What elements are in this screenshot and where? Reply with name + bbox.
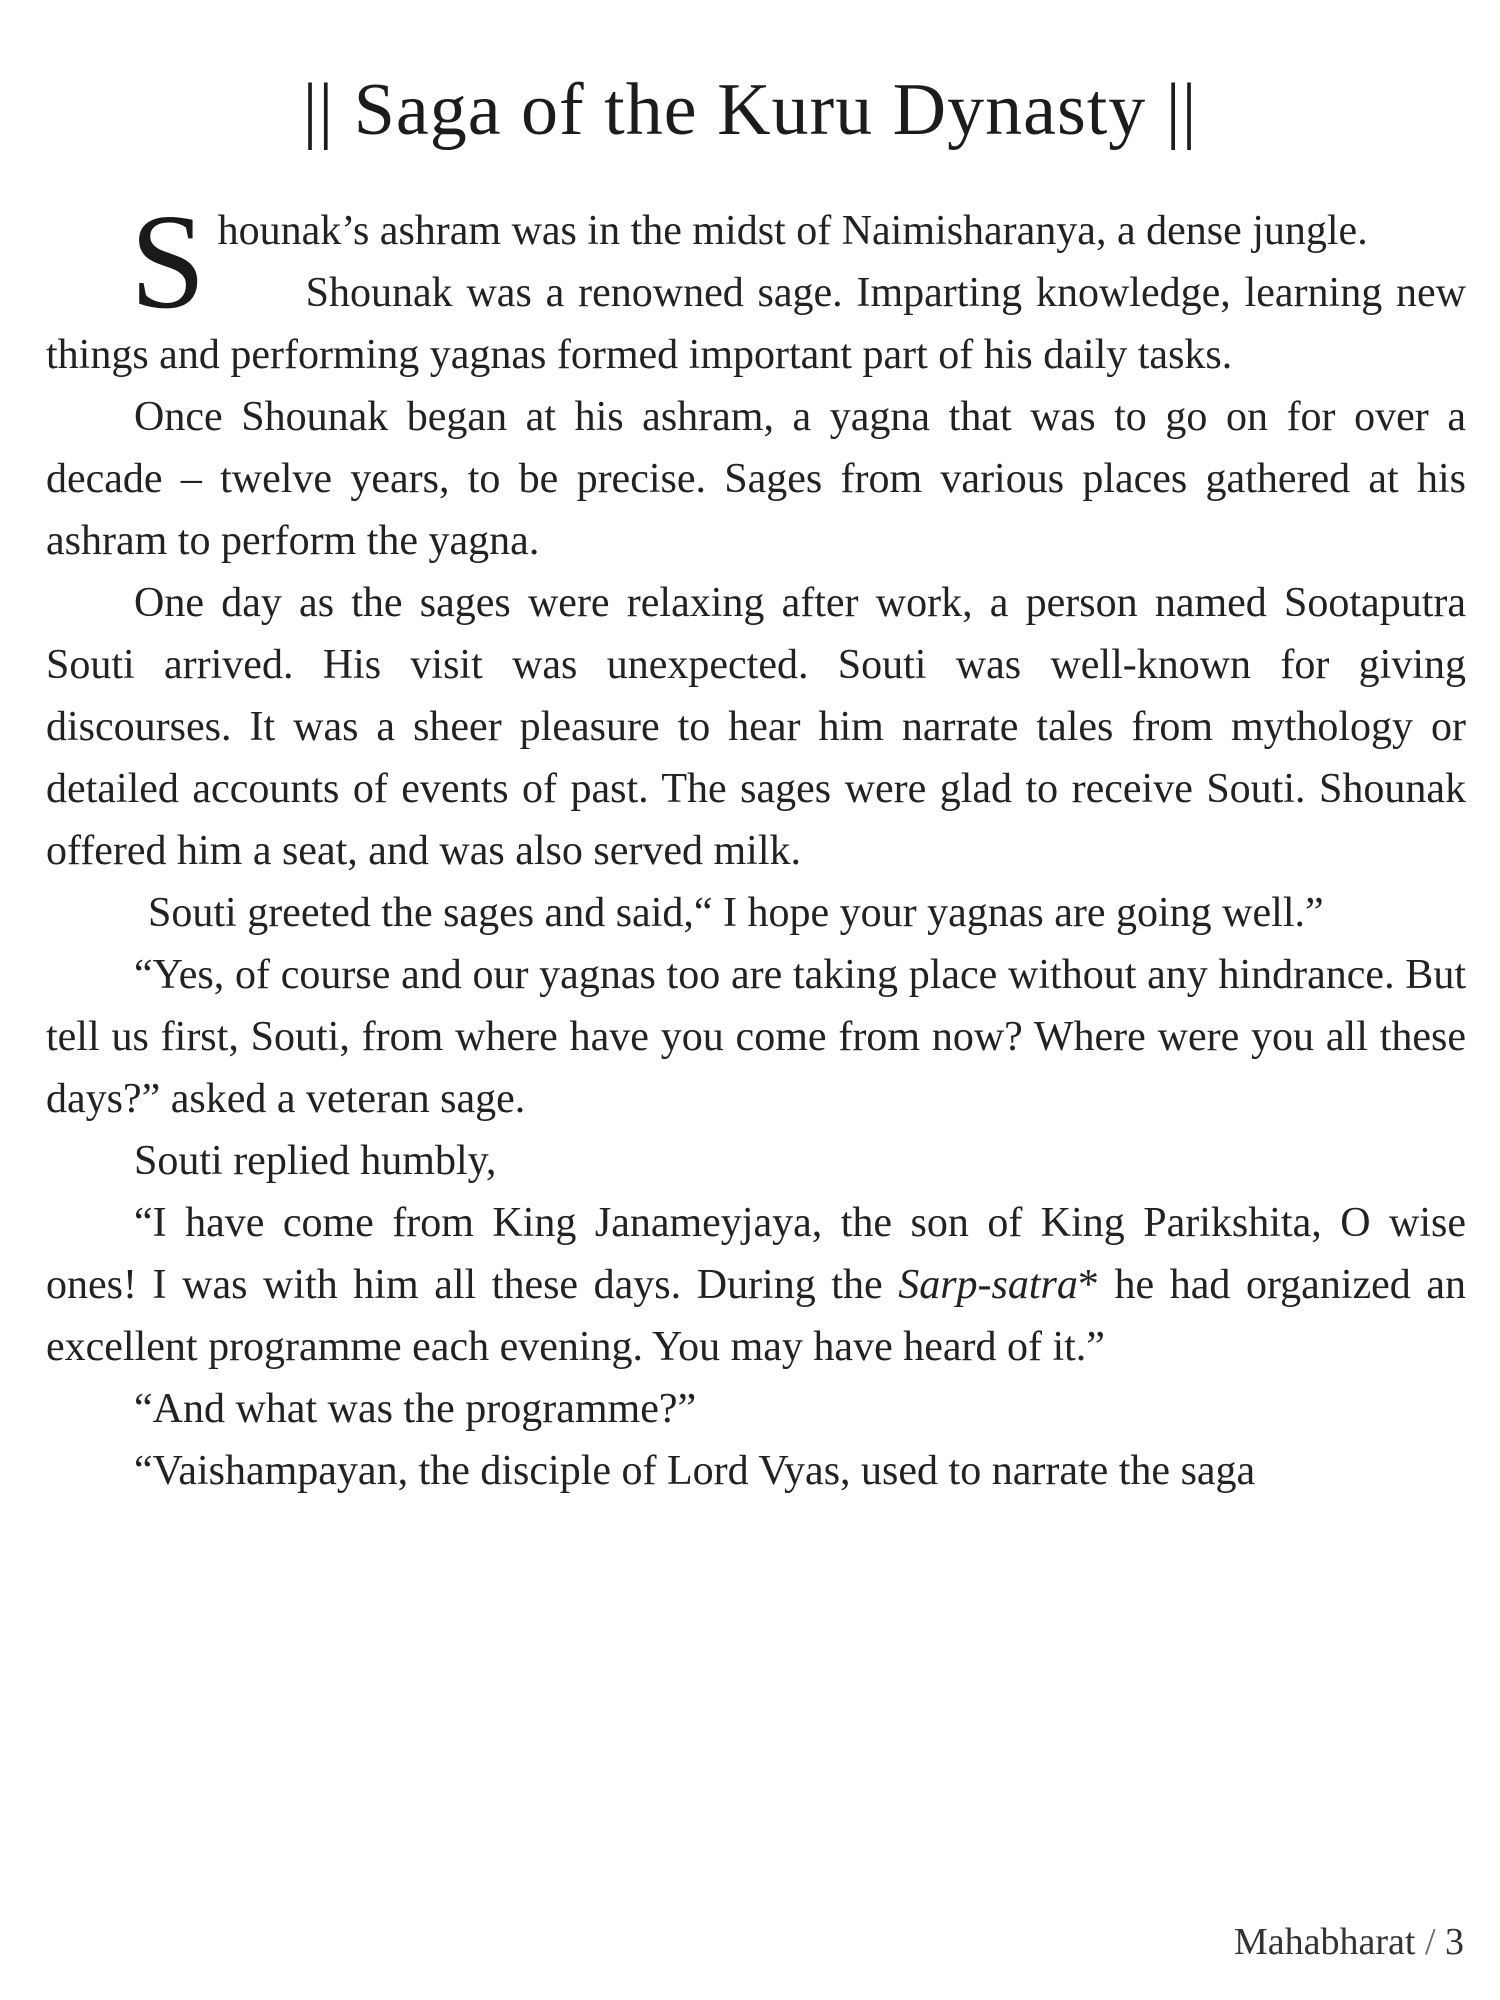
paragraph-8-start: “I have come from King Janameyjaya, the son of King Parikshita, O wise ones! I was with him all these days. During the: [46, 1200, 1466, 1308]
paragraph-3: Once Shounak began at his ashram, a yagna that was to go on for over a decade – twelve years, to be precise. Sages from various places gathered at his ashram to perform the yagna.: [46, 394, 1466, 564]
footer-separator: /: [1424, 1921, 1436, 1963]
body-text: [46, 187, 1466, 1502]
drop-cap: S: [130, 187, 206, 337]
paragraph-10: “Vaishampayan, the disciple of Lord Vyas, used to narrate the saga: [134, 1448, 1256, 1494]
paragraph-8: [46, 1192, 1466, 1378]
page-footer: [1234, 1920, 1464, 1964]
sarp-satra-term: Sarp-satra: [898, 1262, 1078, 1308]
paragraph-1-text: hounak’s ashram was in the midst of Naimisharanya, a dense jungle.: [217, 208, 1368, 254]
page-number: 3: [1445, 1921, 1464, 1963]
paragraph-8-end: * he had organized an excellent programme each evening. You may have heard of it.”: [46, 1262, 1466, 1370]
book-name: Mahabharat: [1233, 1921, 1416, 1963]
paragraph-5: Souti greeted the sages and said,“ I hope your yagnas are going well.”: [148, 890, 1324, 936]
chapter-title: || Saga of the Kuru Dynasty ||: [302, 69, 1198, 151]
paragraph-4: One day as the sages were relaxing after work, a person named Sootaputra Souti arrived. His visit was unexpected. Souti was well-known for giving discourses. It was a sheer pleasure to hear him narrate tales from mythology or detailed accounts of events of past. The sages were glad to receive Souti. Shounak offered him a seat, and was also served milk.: [46, 580, 1466, 874]
paragraph-9: “And what was the programme?”: [134, 1386, 697, 1432]
paragraph-6: “Yes, of course and our yagnas too are taking place without any hindrance. But tell us first, Souti, from where have you come from now? Where were you all these days?” asked a veteran sage.: [46, 952, 1466, 1122]
paragraph-7: Souti replied humbly,: [134, 1138, 497, 1184]
paragraph-2: Shounak was a renowned sage. Imparting knowledge, learning new things and performing yagnas formed important part of his daily tasks.: [46, 270, 1466, 378]
